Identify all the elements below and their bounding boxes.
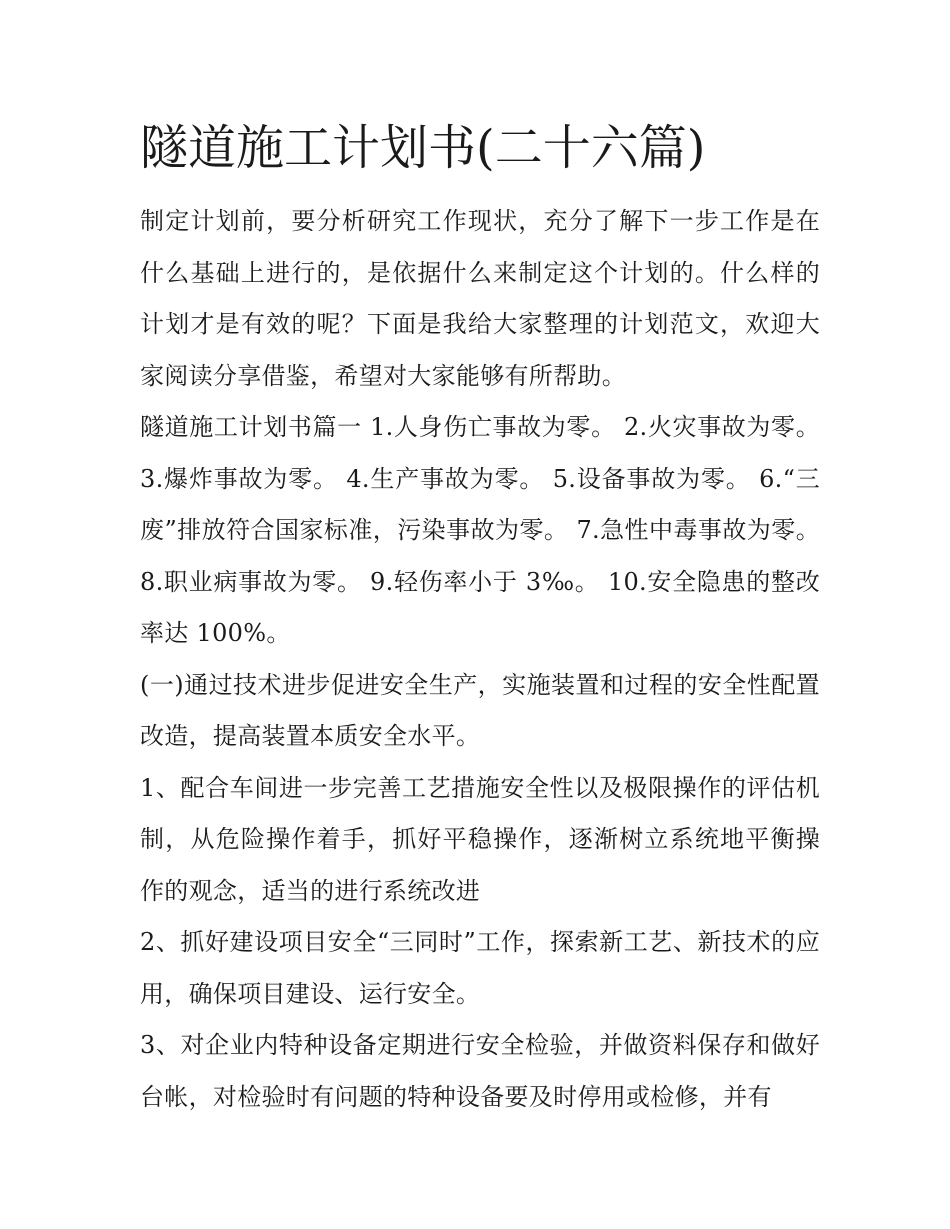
- goals-paragraph: 隧道施工计划书篇一 1.人身伤亡事故为零。 2.火灾事故为零。 3.爆炸事故为零。 4.生产事故为零。 5.设备事故为零。 6.“三废”排放符合国家标准，污染事故为零。 7.急性中毒事故为零。 8.职业病事故为零。 9.轻伤率小于 3‰。 10.安全隐患的整改率达 100%。: [140, 413, 820, 647]
- item-one-paragraph: 1、配合车间进一步完善工艺措施安全性以及极限操作的评估机制，从危险操作着手，抓好平稳操作，逐渐树立系统地平衡操作的观念，适当的进行系统改进: [140, 773, 820, 905]
- document-page: [140, 112, 820, 1123]
- intro-paragraph: 制定计划前，要分析研究工作现状，充分了解下一步工作是在什么基础上进行的，是依据什么来制定这个计划的。什么样的计划才是有效的呢？下面是我给大家整理的计划范文，欢迎大家阅读分享借鉴，希望对大家能够有所帮助。: [140, 207, 820, 390]
- item-two-paragraph: 2、抓好建设项目安全“三同时”工作，探索新工艺、新技术的应用，确保项目建设、运行安全。: [140, 928, 820, 1008]
- document-title: 隧道施工计划书(二十六篇): [140, 120, 706, 176]
- section-one-paragraph: (一)通过技术进步促进安全生产，实施装置和过程的安全性配置改造，提高装置本质安全水平。: [140, 670, 820, 750]
- item-three-paragraph: 3、对企业内特种设备定期进行安全检验，并做资料保存和做好台帐，对检验时有问题的特种设备要及时停用或检修，并有: [140, 1031, 820, 1111]
